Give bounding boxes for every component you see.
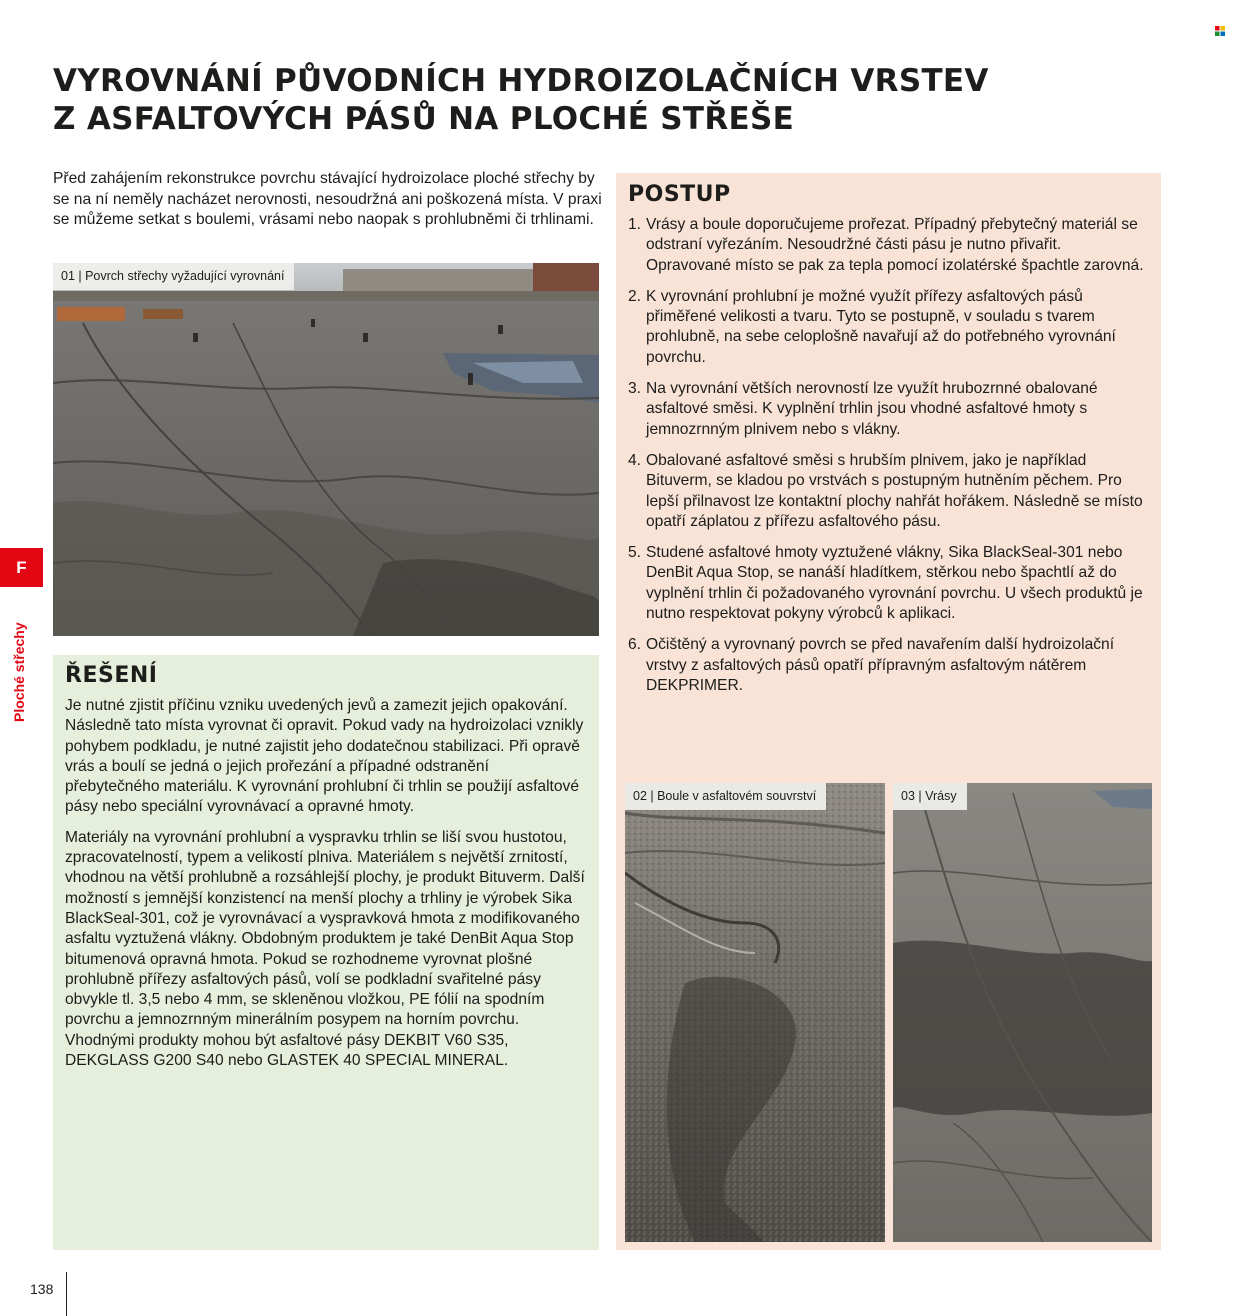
section-label: Ploché střechy — [11, 622, 27, 722]
procedure-step — [628, 543, 1149, 624]
intro-paragraph: Před zahájením rekonstrukce povrchu stávající hydroizolace ploché střechy by se na ní neměly nacházet nerovnosti, nesoudržná ani poškozená místa. V praxi se můžeme setkat s boulemi, vrásami nebo naopak s prohlubněmi či trhlinami. — [53, 170, 602, 229]
solution-paragraph-1: Je nutné zjistit příčinu vzniku uvedených jevů a zamezit jejich opakování. Následně tato místa vyrovnat či opravit. Pokud vady na hydroizolaci vznikly pohybem podkladu, je nutné zajistit jeho dodatečnou stabilizaci. Při opravě vrás a boulí se jedná o jejich prořezání a případné odstranění přebytečného materiálu. K vyrovnání prohlubní či trhlin se použijí asfaltové pásy nebo speciální vyrovnávací a opravné hmoty. — [65, 697, 584, 816]
procedure-step — [628, 635, 1149, 696]
step-text: K vyrovnání prohlubní je možné využít přířezy asfaltových pásů přiměřené velikosti a tvaru. Tyto se postupně, v souladu s tvarem prohlubně, na sebe celoplošně navařují až do potřebného vyrovnání povrchu. — [646, 287, 1116, 366]
step-text: Obalované asfaltové směsi s hrubším plnivem, jako je například Bituverm, se kladou po vrstvách s postupným hutněním pěchem. Pro lepší přilnavost lze kontaktní plochy nahřát hořákem. Následně se místo opatří záplatou z přířezu asfaltového pásu. — [646, 451, 1143, 530]
procedure-heading: POSTUP — [628, 182, 731, 207]
step-number: 4. — [628, 451, 642, 469]
step-text: Na vyrovnání větších nerovností lze využít hrubozrnné obalované asfaltové směsi. K vyplnění trhlin jsou vhodné asfaltové hmoty s jemnozrnným plnivem nebo s vlákny. — [646, 380, 1098, 438]
procedure-step — [628, 379, 1149, 440]
step-number: 6. — [628, 636, 642, 654]
page-title-line-2: Z ASFALTOVÝCH PÁSŮ NA PLOCHÉ STŘEŠE — [53, 101, 795, 137]
solution-section — [53, 655, 599, 1250]
section-tab: F — [0, 548, 43, 587]
roof-surface-image — [53, 263, 599, 636]
step-text: Studené asfaltové hmoty vyztužené vlákny, Sika BlackSeal-301 nebo DenBit Aqua Stop, se nanáší hladítkem, stěrkou nebo špachtlí až do vyplnění trhlin či požadovaného vyrovnání povrchu. U všech produktů je nutno respektovat pokyny výrobců k aplikaci. — [646, 544, 1143, 623]
page-number: 138 — [30, 1281, 54, 1297]
photo-blister — [625, 783, 885, 1242]
photo-roof-surface — [53, 263, 599, 636]
procedure-step — [628, 451, 1149, 532]
photo-wrinkles — [893, 783, 1152, 1242]
photo-caption-1: 01 | Povrch střechy vyžadující vyrovnání — [53, 263, 294, 290]
procedure-step — [628, 215, 1149, 276]
procedure-step — [628, 287, 1149, 368]
step-text: Očištěný a vyrovnaný povrch se před navařením další hydroizolační vrstvy z asfaltových pásů opatří přípravným asfaltovým nátěrem DEKPRIMER. — [646, 636, 1115, 694]
step-number: 3. — [628, 380, 642, 398]
step-number: 1. — [628, 216, 642, 233]
step-number: 5. — [628, 544, 642, 562]
page-rule — [66, 1272, 67, 1316]
brand-logo-icon — [1215, 26, 1225, 36]
page-title — [53, 62, 1053, 138]
photo-caption-2: 02 | Boule v asfaltovém souvrství — [625, 783, 826, 810]
photo-caption-3: 03 | Vrásy — [893, 783, 967, 810]
procedure-list — [628, 215, 1149, 696]
solution-heading: ŘEŠENÍ — [65, 663, 158, 688]
page-title-line-1: VYROVNÁNÍ PŮVODNÍCH HYDROIZOLAČNÍCH VRSTEV — [53, 63, 989, 99]
solution-paragraph-2: Materiály na vyrovnání prohlubní a vyspravku trhlin se liší svou hustotou, zpracovatelností, typem a velikostí plniva. Materiálem s největší zrnitostí, vhodnou na větší prohlubně a rozsáhlejší plochy, je produkt Bituverm. Další možností s jemnější konzistencí na menší plochy a trhliny je výrobek Sika BlackSeal-301, což je vyrovnávací a vyspravková hmota z modifikovaného asfaltu vyztužená vlákny. Obdobným produktem je také DenBit Aqua Stop bitumenová opravná hmota. Pokud se rozhodneme vyrovnat plošné prohlubně přířezy asfaltových pásů, volí se podkladní svařitelné pásy obvykle tl. 3,5 nebo 4 mm, se skleněnou vložkou, PE fólií na spodním povrchu a jemnozrnným minerálním posypem na horním povrchu. Vhodnými produkty mohou být asfaltové pásy DEKBIT V60 S35, DEKGLASS G200 S40 nebo GLASTEK 40 SPECIAL MINERAL. — [65, 828, 585, 1070]
wrinkles-image — [893, 783, 1152, 1242]
blister-image — [625, 783, 885, 1242]
step-text: Vrásy a boule doporučujeme prořezat. Případný přebytečný materiál se odstraní vyřezáním. Nesoudržné části pásu je nutno přivařit. Opravované místo se pak za tepla pomocí izolatérské špachtle zarovná. — [646, 216, 1144, 274]
step-number: 2. — [628, 287, 642, 305]
